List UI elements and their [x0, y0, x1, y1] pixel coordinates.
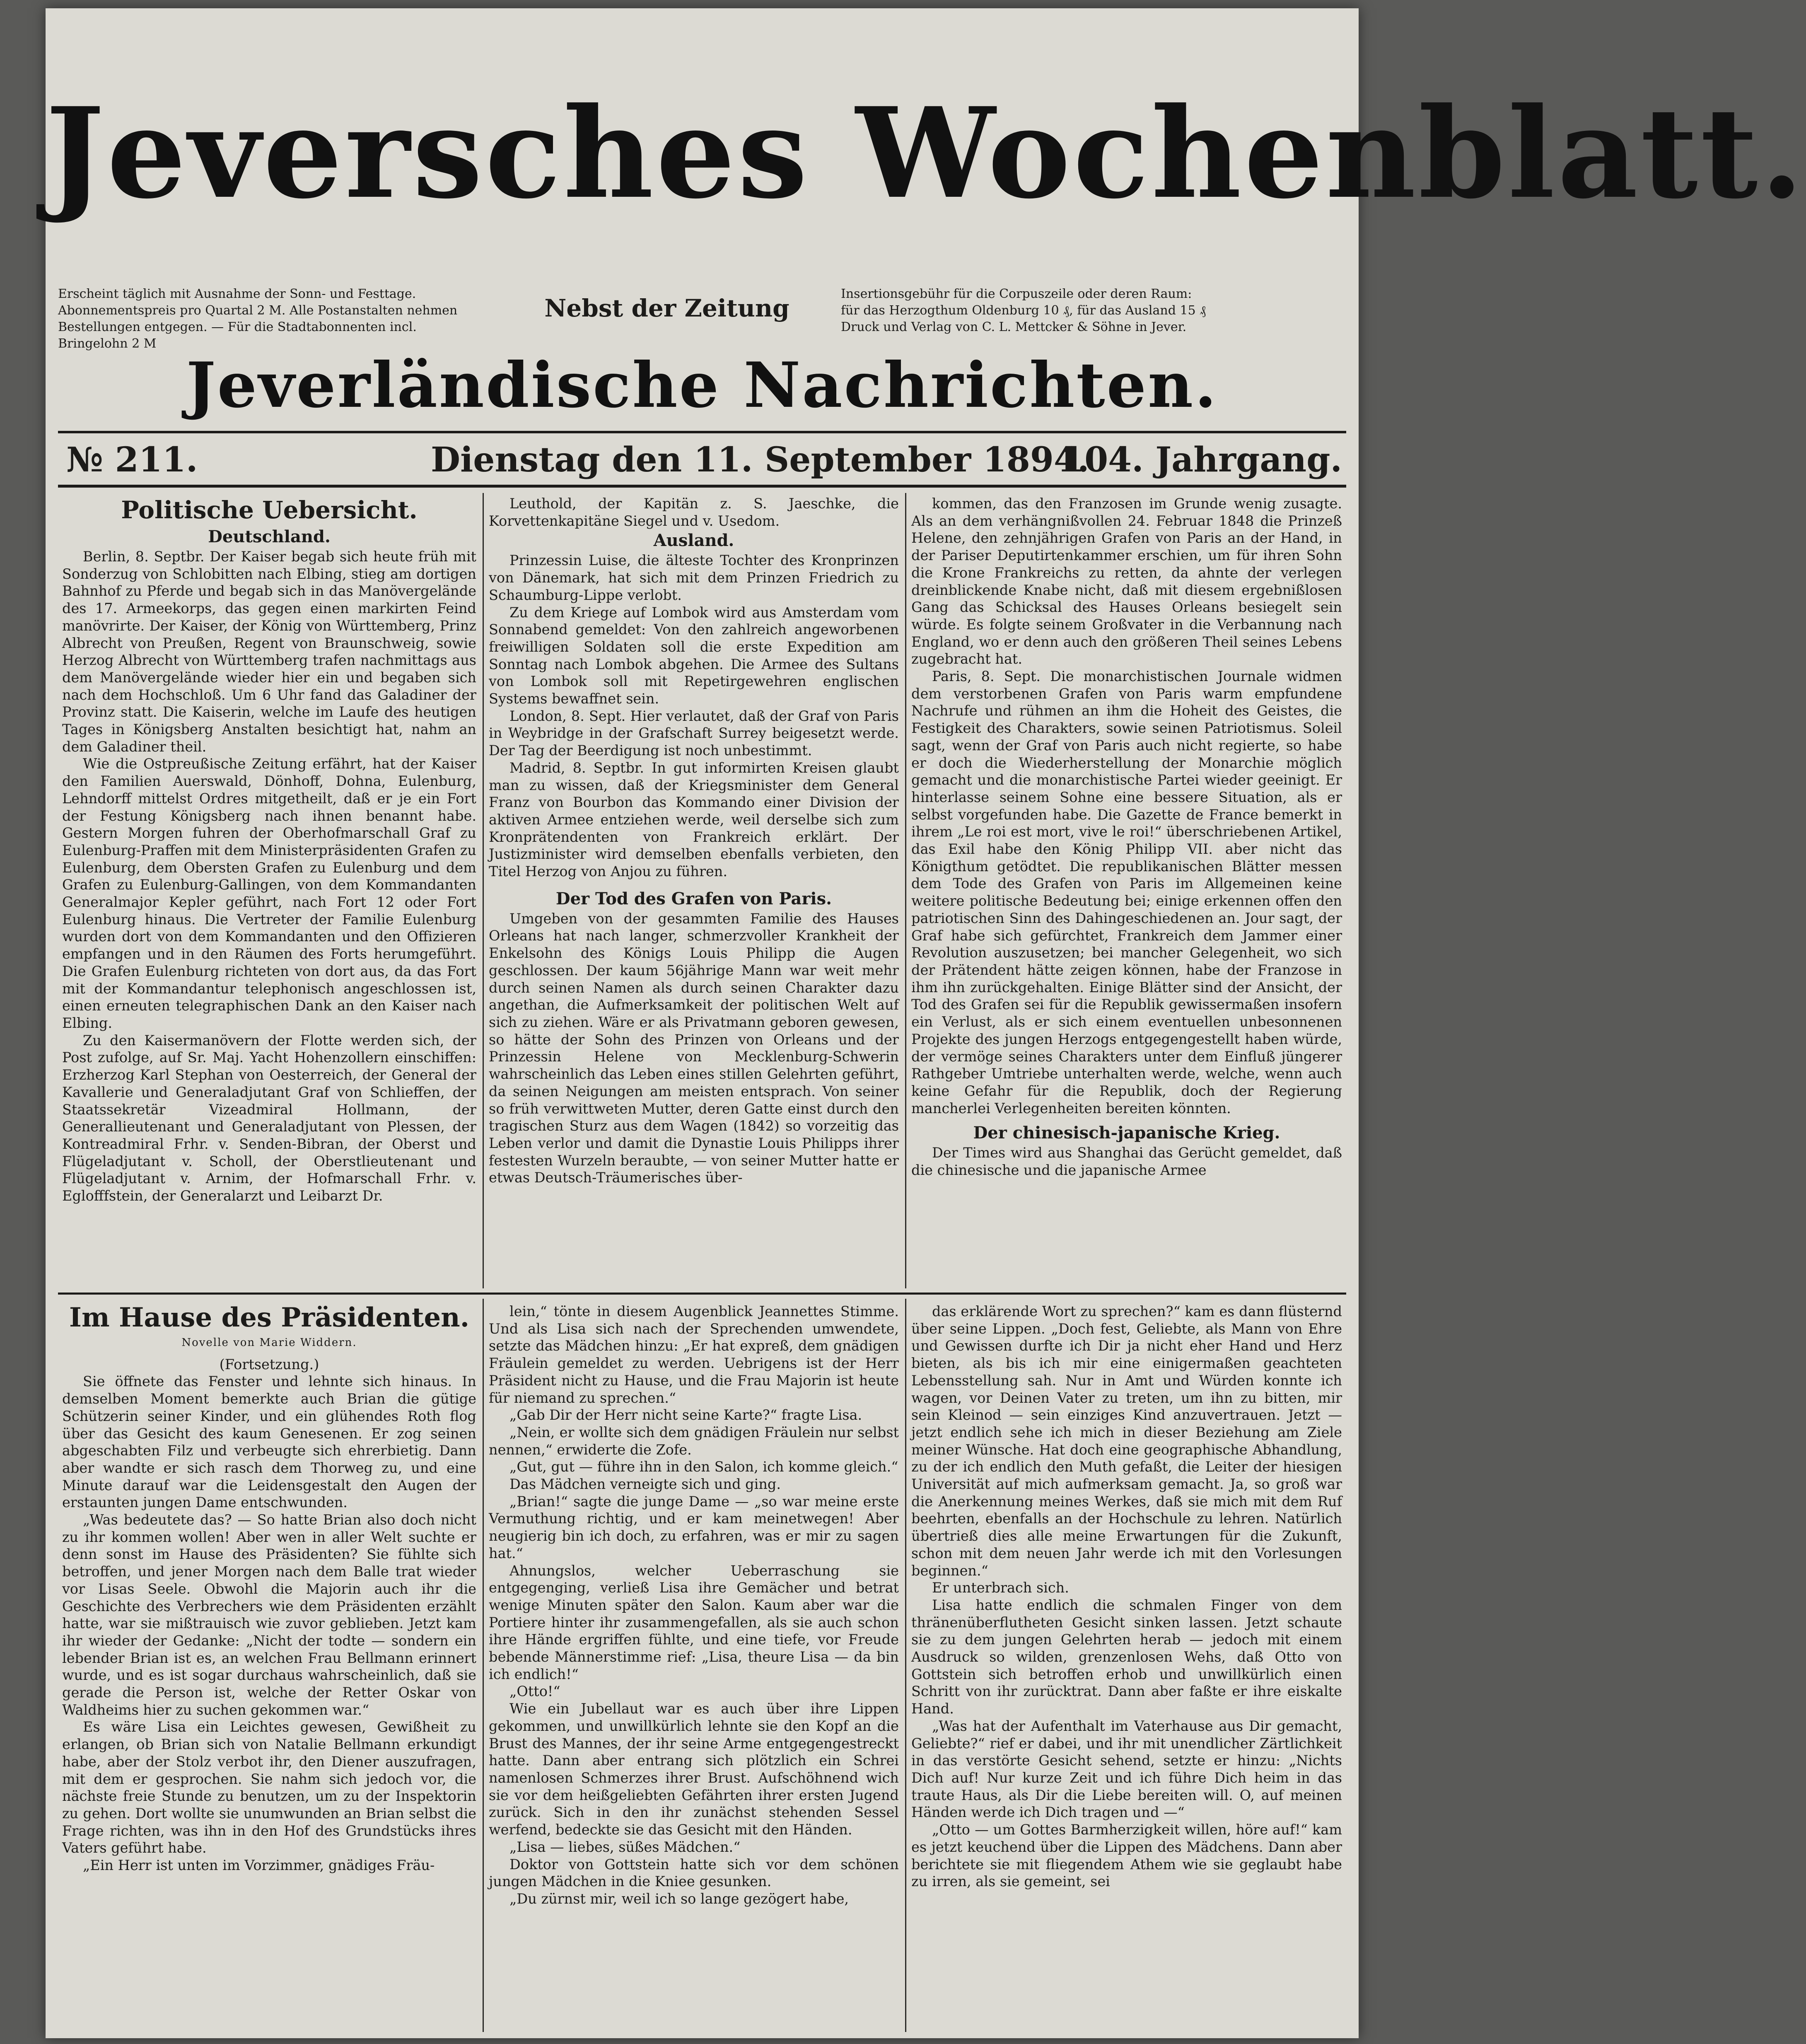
- paragraph: Umgeben von der gesammten Familie des Hauses Orleans hat nach langer, schmerzvoller Krankheit der Enkelsohn des Königs Louis Philipp die Augen geschlossen. Der kaum 56jährige Mann war weit mehr durch seinen Namen als durch seinen Charakter dazu angethan, die Aufmerksamkeit der politischen Welt auf sich zu ziehen. Wäre er als Privatmann geboren gewesen, so hätte der Sohn des Prinzen von Orleans und der Prinzessin Helene von Mecklenburg-Schwerin wahrscheinlich das Leben eines stillen Gelehrten geführt, da seinen Neigungen am meisten entsprach. Von seiner so früh verwittweten Mutter, deren Gatte einst durch den tragischen Sturz aus dem Wagen (1842) so vorzeitig das Leben verlor und damit die Dynastie Louis Philipps ihrer festesten Wurzeln beraubte, — von seiner Mutter hatte er etwas Deutsch-Träumerisches über-: [489, 910, 899, 1186]
- masthead-subtitle: Jeverländische Nachrichten.: [186, 349, 1218, 422]
- paragraph: Sie öffnete das Fenster und lehnte sich hinaus. In demselben Moment bemerkte auch Brian die gütige Schützerin seiner Kinder, und ein glühendes Roth flog über das Gesicht des kaum Genesenen. Er zog seinen abgeschabten Filz und verbeugte sich ehrerbietig. Dann aber wandte er sich rasch dem Thorweg zu, und eine Minute darauf war die Leidensgestalt den Augen der erstaunten jungen Dame entschwunden.: [62, 1373, 476, 1511]
- paragraph: Zu dem Kriege auf Lombok wird aus Amsterdam vom Sonnabend gemeldet: Von den zahlreich angeworbenen freiwilligen Soldaten soll die erste Expedition am Sonntag nach Lombok abgehen. Die Armee des Sultans von Lombok soll mit Repetirgewehren englischen Systems bewaffnet sein.: [489, 604, 899, 707]
- nebst-label: Nebst der Zeitung: [544, 294, 790, 322]
- section-heading: Politische Uebersicht.: [121, 496, 418, 524]
- column-divider: [905, 493, 906, 1288]
- column-divider: [905, 1299, 906, 2032]
- paragraph: „Gut, gut — führe ihn in den Salon, ich komme gleich.“: [509, 1459, 898, 1475]
- paragraph: Paris, 8. Sept. Die monarchistischen Journale widmen dem verstorbenen Grafen von Paris warm empfundene Nachrufe und rühmen an ihm die Hoheit des Geistes, die Festigkeit des Charakters, sowie seinen Patriotismus. Soleil sagt, wenn der Graf von Paris auch nicht regierte, so habe er doch die Wiederherstellung der Monarchie möglich gemacht und die monarchistische Partei wieder geeinigt. Er hinterlasse seinem Sohne eine bessere Situation, als er selbst vorgefunden habe. Die Gazette de France bemerkt in ihrem „Le roi est mort, vive le roi!“ überschriebenen Artikel, das Exil habe den König Philipp VII. aber nicht das Königthum getödtet. Die republikanischen Blätter messen dem Tode des Grafen von Paris im Allgemeinen keine weitere politische Bedeutung bei; einige erkennen offen den patriotischen Sinn des Dahingeschiedenen an. Jour sagt, der Graf habe sich gefürchtet, Frankreich dem Jammer einer Revolution auszusetzen; bei mancher Gelegenheit, wo sich der Prätendent hätte zeigen können, habe der Franzose in ihm ihn zurückgehalten. Einige Blätter sind der Ansicht, der Tod des Grafen sei für die Republik gewissermaßen insofern ein Verlust, als er sich einem eventuellen unbesonnenen Projekte des jungen Herzogs entgegengestellt haben würde, der vermöge seines Charakters unter dem Einfluß jüngerer Rathgeber Umtriebe unterhalten werde, welche, wenn auch keine Gefahr für die Republik, doch der Regierung mancherlei Verlegenheiten bereiten könnten.: [911, 668, 1342, 1116]
- paragraph: „Was hat der Aufenthalt im Vaterhause aus Dir gemacht, Geliebte?“ rief er dabei, und ihr mit unendlicher Zärtlichkeit in das verstörte Gesicht sehend, setzte er hinzu: „Nichts Dich auf! Nur kurze Zeit und ich führe Dich heim in das traute Haus, als Dir die Liebe bereiten will. O, auf meinen Händen werde ich Dich tragen und —“: [911, 1718, 1342, 1821]
- paragraph: „Gab Dir der Herr nicht seine Karte?“ fragte Lisa.: [509, 1407, 862, 1423]
- section-heading-paris: Der Tod des Grafen von Paris.: [555, 889, 832, 908]
- column-foreign: [489, 495, 899, 1286]
- paragraph: „Ein Herr ist unten im Vorzimmer, gnädiges Fräu-: [83, 1857, 435, 1874]
- novel-byline: Novelle von Marie Widdern.: [181, 1336, 357, 1349]
- column-politics: [62, 495, 476, 1286]
- newspaper-page: [46, 8, 1806, 2038]
- column-divider: [483, 1299, 484, 2032]
- feuilleton-column-3: [911, 1303, 1342, 2032]
- subscription-info: Erscheint täglich mit Ausnahme der Sonn- und Festtage. Abonnementspreis pro Quartal 2 M. Alle Postanstalten nehmen Bestellungen entgegen. — Für die Stadtabonnenten incl. Bringelohn 2 M: [58, 287, 458, 351]
- volume-year: 104. Jahrgang.: [1061, 440, 1342, 480]
- top-rule: [58, 431, 1346, 433]
- paragraph: Berlin, 8. Septbr. Der Kaiser begab sich heute früh mit Sonderzug von Schlobitten nach Elbing, stieg am dortigen Bahnhof zu Pferde und begab sich in das Manövergelände des 17. Armeekorps, das gegen einen markirten Feind manövrirte. Der Kaiser, der König von Württemberg, Prinz Albrecht von Preußen, Regent von Braunschweig, sowie Herzog Albrecht von Württemberg trafen nachmittags aus dem Manövergelände wieder hier ein und begaben sich nach dem Hochschloß. Um 6 Uhr fand das Galadiner der Provinz statt. Die Kaiserin, welche im Laufe des heutigen Tages in Königsberg Anstalten besichtigt hat, nahm an dem Galadiner theil.: [62, 548, 476, 755]
- paragraph: „Was bedeutete das? — So hatte Brian also doch nicht zu ihr kommen wollen! Aber wen in aller Welt suchte er denn sonst im Hause des Präsidenten? Sie fühlte sich betroffen, und jener Morgen nach dem Balle trat wieder vor Lisas Seele. Obwohl die Majorin auch ihr die Geschichte des Verbrechers wie dem Präsidenten erzählt hatte, war sie mißtrauisch wie zuvor geblieben. Jetzt kam ihr wieder der Gedanke: „Nicht der todte — sondern ein lebender Brian ist es, an welchen Frau Bellmann erinnert wurde, und es ist sogar durchaus wahrscheinlich, daß sie gerade die Person ist, welche der Retter Oskar von Waldheims hier zu suchen gekommen war.“: [62, 1512, 476, 1718]
- paragraph: Der Times wird aus Shanghai das Gerücht gemeldet, daß die chinesische und die japanische Armee: [911, 1145, 1342, 1179]
- paragraph: Er unterbrach sich.: [932, 1580, 1069, 1596]
- paragraph: „Otto!“: [509, 1683, 560, 1700]
- column-divider: [483, 493, 484, 1288]
- paragraph: Madrid, 8. Septbr. In gut informirten Kreisen glaubt man zu wissen, daß der Kriegsminister dem General Franz von Bourbon das Kommando einer Division der aktiven Armee entziehen werde, weil derselbe sich zum Kronprätendenten von Frankreich erklärt. Der Justizminister wird demselben ebenfalls verbieten, den Titel Herzog von Anjou zu führen.: [489, 759, 899, 880]
- dateline: [66, 439, 1342, 481]
- paragraph: Prinzessin Luise, die älteste Tochter des Kronprinzen von Dänemark, hat sich mit dem Prinzen Friedrich zu Schaumburg-Lippe verlobt.: [489, 552, 899, 603]
- paragraph: Wie ein Jubellaut war es auch über ihre Lippen gekommen, und unwillkürlich lehnte sie den Kopf an die Brust des Mannes, der ihr seine Arme entgegengestreckt hatte. Dann aber entrang sich plötzlich ein Schrei namenlosen Schmerzes ihrer Brust. Aufschöhnend wich sie vor dem heißgeliebten Gefährten ihrer ersten Jugend zurück. Sich in den ihr zunächst stehenden Sessel werfend, bedeckte sie das Gesicht mit den Händen.: [489, 1701, 899, 1838]
- dateline-rule: [58, 485, 1346, 488]
- paragraph: Lisa hatte endlich die schmalen Finger von dem thränenüberflutheten Gesicht sinken lassen. Jetzt schaute sie zu dem jungen Gelehrten herab — jedoch mit einem Ausdruck so wilden, grenzenlosen Wehs, daß Otto von Gottstein sich betroffen erhob und unwillkürlich einen Schritt von ihr zurücktrat. Dann aber faßte er ihre eiskalte Hand.: [911, 1597, 1342, 1717]
- paragraph: Es wäre Lisa ein Leichtes gewesen, Gewißheit zu erlangen, ob Brian sich von Natalie Bellmann erkundigt habe, aber der Stolz verbot ihr, den Diener auszufragen, mit dem er gesprochen. Sie nahm sich jedoch vor, die nächste freie Stunde zu benutzen, um zu der Inspektorin zu gehen. Dort wollte sie unumwunden an Brian selbst die Frage richten, was ihn in den Hof des Grundstücks ihres Vaters geführt habe.: [62, 1719, 476, 1856]
- novel-title: Im Hause des Präsidenten.: [69, 1302, 469, 1333]
- paragraph: Zu den Kaisermanövern der Flotte werden sich, der Post zufolge, auf Sr. Maj. Yacht Hohenzollern einschiffen: Erzherzog Karl Stephan von Oesterreich, der General der Kavallerie und Generaladjutant Graf von Schlieffen, der Staatssekretär Vizeadmiral Hollmann, der Generallieutenant und Generaladjutant von Plessen, der Kontreadmiral Frhr. v. Senden-Bibran, der Oberst und Flügeladjutant v. Scholl, der Oberstlieutenant und Flügeladjutant v. Arnim, der Hofmarschall Frhr. v. Eglofffstein, der Generalarzt und Leibarzt Dr.: [62, 1032, 476, 1204]
- masthead-title: Jeversches Wochenblatt.: [46, 80, 1806, 226]
- paragraph: das erklärende Wort zu sprechen?“ kam es dann flüsternd über seine Lippen. „Doch fest, Geliebte, als Mann von Ehre und Gewissen durfte ich Dir ja nicht eher Hand und Herz bieten, als bis ich mir eine einigermaßen geachteten Lebensstellung sah. Nur in Amt und Würden konnte ich wagen, vor Deinen Vater zu treten, um ihn zu bitten, mir sein Kleinod — sein einziges Kind anzuvertrauen. Jetzt — jetzt endlich sehe ich mich in dieser Beziehung am Ziele meiner Wünsche. Hat doch eine geographische Abhandlung, zu der ich endlich den Muth gefaßt, die Leiter der hiesigen Universität auf mich aufmerksam gemacht. Ja, so groß war die Anerkennung meines Werkes, daß sie mich mit dem Ruf beehrten, ebenfalls an der Hochschule zu lehren. Natürlich übertrieß dies alle meine Erwartungen für die Zukunft, schon mit dem neuen Jahr werde ich mit den Vorlesungen beginnen.“: [911, 1303, 1342, 1579]
- issue-number: № 211.: [66, 440, 198, 480]
- paragraph: Ahnungslos, welcher Ueberraschung sie entgegenging, verließ Lisa ihre Gemächer und betrat wenige Minuten später den Salon. Kaum aber war die Portiere hinter ihr zusammengefallen, als sie auch schon ihre Hände ergriffen fühlte, und eine tiefe, vor Freude bebende Männerstimme rief: „Lisa, theure Lisa — da bin ich endlich!“: [489, 1562, 899, 1682]
- paragraph: „Nein, er wollte sich dem gnädigen Fräulein nur selbst nennen,“ erwiderte die Zofe.: [489, 1424, 899, 1458]
- paragraph: lein,“ tönte in diesem Augenblick Jeannettes Stimme. Und als Lisa sich nach der Sprechenden umwendete, setzte das Mädchen hinzu: „Er hat expreß, dem gnädigen Fräulein gemeldet zu werden. Uebrigens ist der Herr Präsident nicht zu Hause, und die Frau Majorin ist heute für niemand zu sprechen.“: [489, 1303, 899, 1406]
- paragraph: „Brian!“ sagte die junge Dame — „so war meine erste Vermuthung richtig, und er kam meinetwegen! Aber neugierig bin ich doch, zu erfahren, was er mir zu sagen hat.“: [489, 1493, 899, 1561]
- feuilleton-column-2: [489, 1303, 899, 2032]
- paragraph: Wie die Ostpreußische Zeitung erfährt, hat der Kaiser den Familien Auerswald, Dönhoff, Dohna, Eulenburg, Lehndorff mittelst Ordres mitgetheilt, daß er je ein Fort der Festung Königsberg nach ihnen benannt habe. Gestern Morgen fuhren der Oberhofmarschall Graf zu Eulenburg-Praffen mit dem Ministerpräsidenten Grafen zu Eulenburg, dem Obersten Grafen zu Eulenburg und dem Grafen zu Eulenburg-Gallingen, von dem Kommandanten Generalmajor Kepler geführt, nach Fort 12 oder Fort Eulenburg hinaus. Die Vertreter der Familie Eulenburg wurden dort von dem Kommandanten und den Offizieren empfangen und in den Räumen des Forts herumgeführt. Die Grafen Eulenburg richteten von dort aus, da das Fort mit der Kommandantur telephonisch angeschlossen ist, einen erneuten telegraphischen Dank an den Kaiser nach Elbing.: [62, 756, 476, 1031]
- paragraph: „Du zürnst mir, weil ich so lange gezögert habe,: [509, 1890, 849, 1907]
- section-subheading: Deutschland.: [208, 527, 331, 546]
- issue-date: Dienstag den 11. September 1894.: [431, 440, 1089, 480]
- section-heading-war: Der chinesisch-japanische Krieg.: [973, 1123, 1280, 1143]
- paragraph: kommen, das den Franzosen im Grunde wenig zusagte. Als an dem verhängnißvollen 24. Februar 1848 die Prinzeß Helene, den zehnjährigen Grafen von Paris an der Hand, in der Pariser Deputirtenkammer erschien, um für ihren Sohn die Krone Frankreichs zu retten, da ahnte der verlegen dreinblickende Knabe nicht, daß mit diesem ergebnißlosen Gang das Schicksal des Hauses Orleans besiegelt sein würde. Es folgte seinem Großvater in die Verbannung nach England, wo er denn auch den größeren Theil seines Lebens zugebracht hat.: [911, 495, 1342, 667]
- section-subheading: Ausland.: [653, 531, 734, 551]
- paragraph: „Lisa — liebes, süßes Mädchen.“: [509, 1839, 741, 1855]
- feuilleton-column-1: [62, 1303, 476, 2032]
- paragraph: „Otto — um Gottes Barmherzigkeit willen, höre auf!“ kam es jetzt keuchend über die Lippen des Mädchens. Dann aber berichtete sie mit fliegendem Athem wie sie geglaubt habe zu irren, als sie gemeint, sei: [911, 1822, 1342, 1890]
- column-paris: [911, 495, 1342, 1286]
- paragraph: Leuthold, der Kapitän z. S. Jaeschke, die Korvettenkapitäne Siegel und v. Usedom.: [489, 495, 899, 529]
- paragraph: Das Mädchen verneigte sich und ging.: [509, 1476, 781, 1493]
- feuilleton-rule: [58, 1293, 1346, 1295]
- continuation-label: (Fortsetzung.): [219, 1356, 319, 1372]
- paragraph: Doktor von Gottstein hatte sich vor dem schönen jungen Mädchen in die Kniee gesunken.: [489, 1856, 899, 1890]
- insertion-info: Insertionsgebühr für die Corpuszeile oder deren Raum: für das Herzogthum Oldenburg 10 ₰, für das Ausland 15 ₰ Druck und Verlag von C. L. Mettcker & Söhne in Jever.: [841, 287, 1206, 334]
- paragraph: London, 8. Sept. Hier verlautet, daß der Graf von Paris in Weybridge in der Grafschaft Surrey beigesetzt werde. Der Tag der Beerdigung ist noch unbestimmt.: [489, 708, 899, 759]
